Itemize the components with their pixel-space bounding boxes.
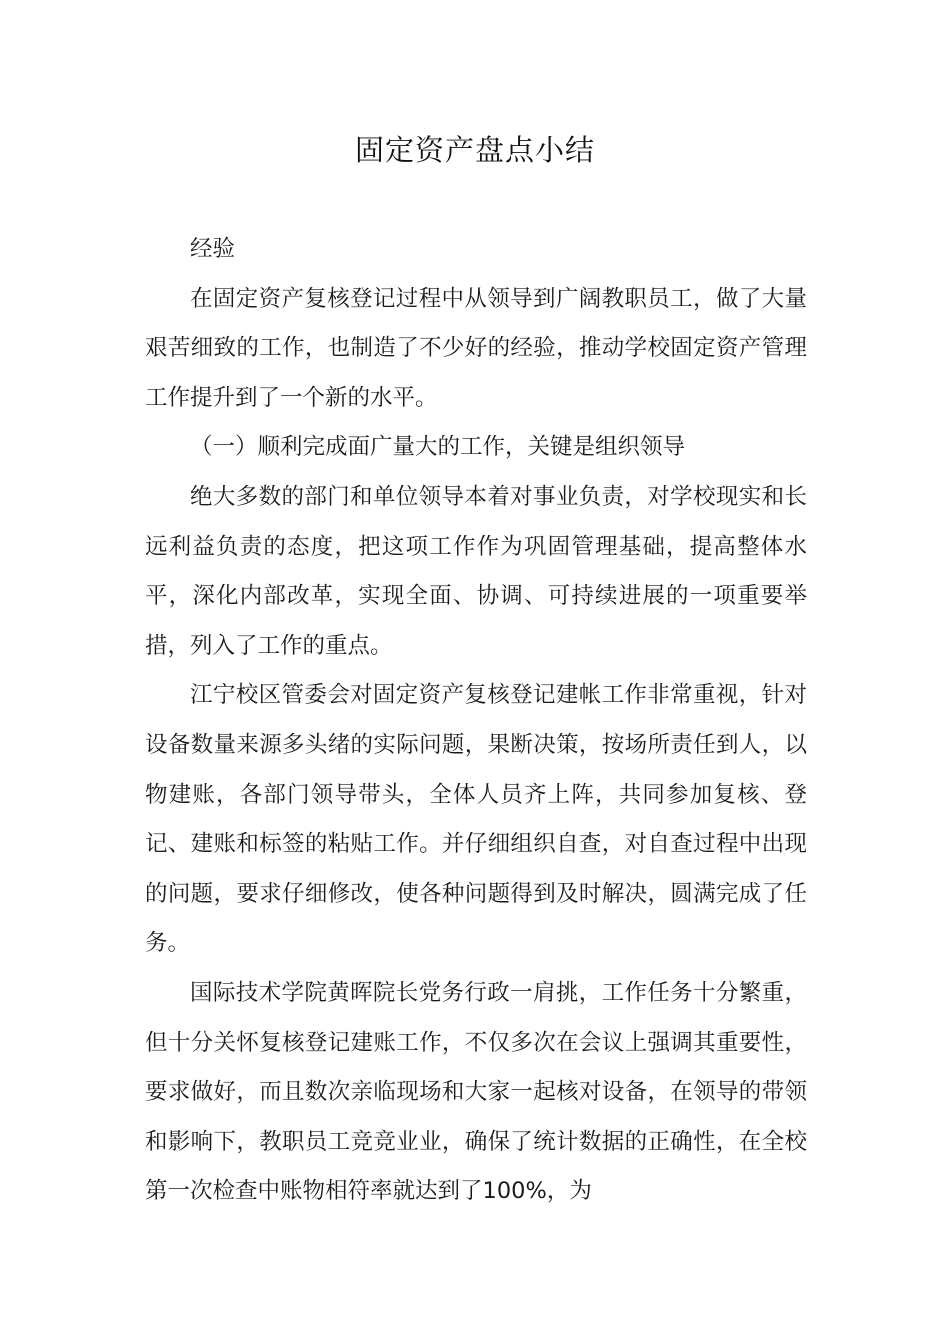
subheading-organization: （一）顺利完成面广量大的工作，关键是组织领导 [190, 434, 686, 461]
document-body [145, 225, 807, 1217]
paragraph-international: 国际技术学院黄晖院长党务行政一肩挑，工作任务十分繁重，但十分关怀复核登记建账工作，不仅多次在会议上强调其重要性，要求做好，而且数次亲临现场和大家一起核对设备，在领导的带领和影响下，教职员工竞竞业业，确保了统计数据的正确性，在全校第一次检查中账物相符率就达到了100%，为 [145, 979, 807, 1205]
section-heading: 经验 [190, 236, 236, 262]
document-title: 固定资产盘点小结 [354, 133, 595, 167]
paragraph-intro: 在固定资产复核登记过程中从领导到广阔教职员工，做了大量艰苦细致的工作，也制造了不少好的经验，推动学校固定资产管理工作提升到了一个新的水平。 [145, 285, 807, 411]
paragraph-leadership: 绝大多数的部门和单位领导本着对事业负责，对学校现实和长远利益负责的态度，把这项工作作为巩固管理基础，提高整体水平，深化内部改革，实现全面、协调、可持续进展的一项重要举措，列入了工作的重点。 [145, 483, 807, 659]
paragraph-jiangning: 江宁校区管委会对固定资产复核登记建帐工作非常重视，针对设备数量来源多头绪的实际问题，果断决策，按场所责任到人，以物建账，各部门领导带头，全体人员齐上阵，共同参加复核、登记、建账和标签的粘贴工作。并仔细组织自查，对自查过程中出现的问题，要求仔细修改，使各种问题得到及时解决，圆满完成了任务。 [145, 682, 807, 957]
